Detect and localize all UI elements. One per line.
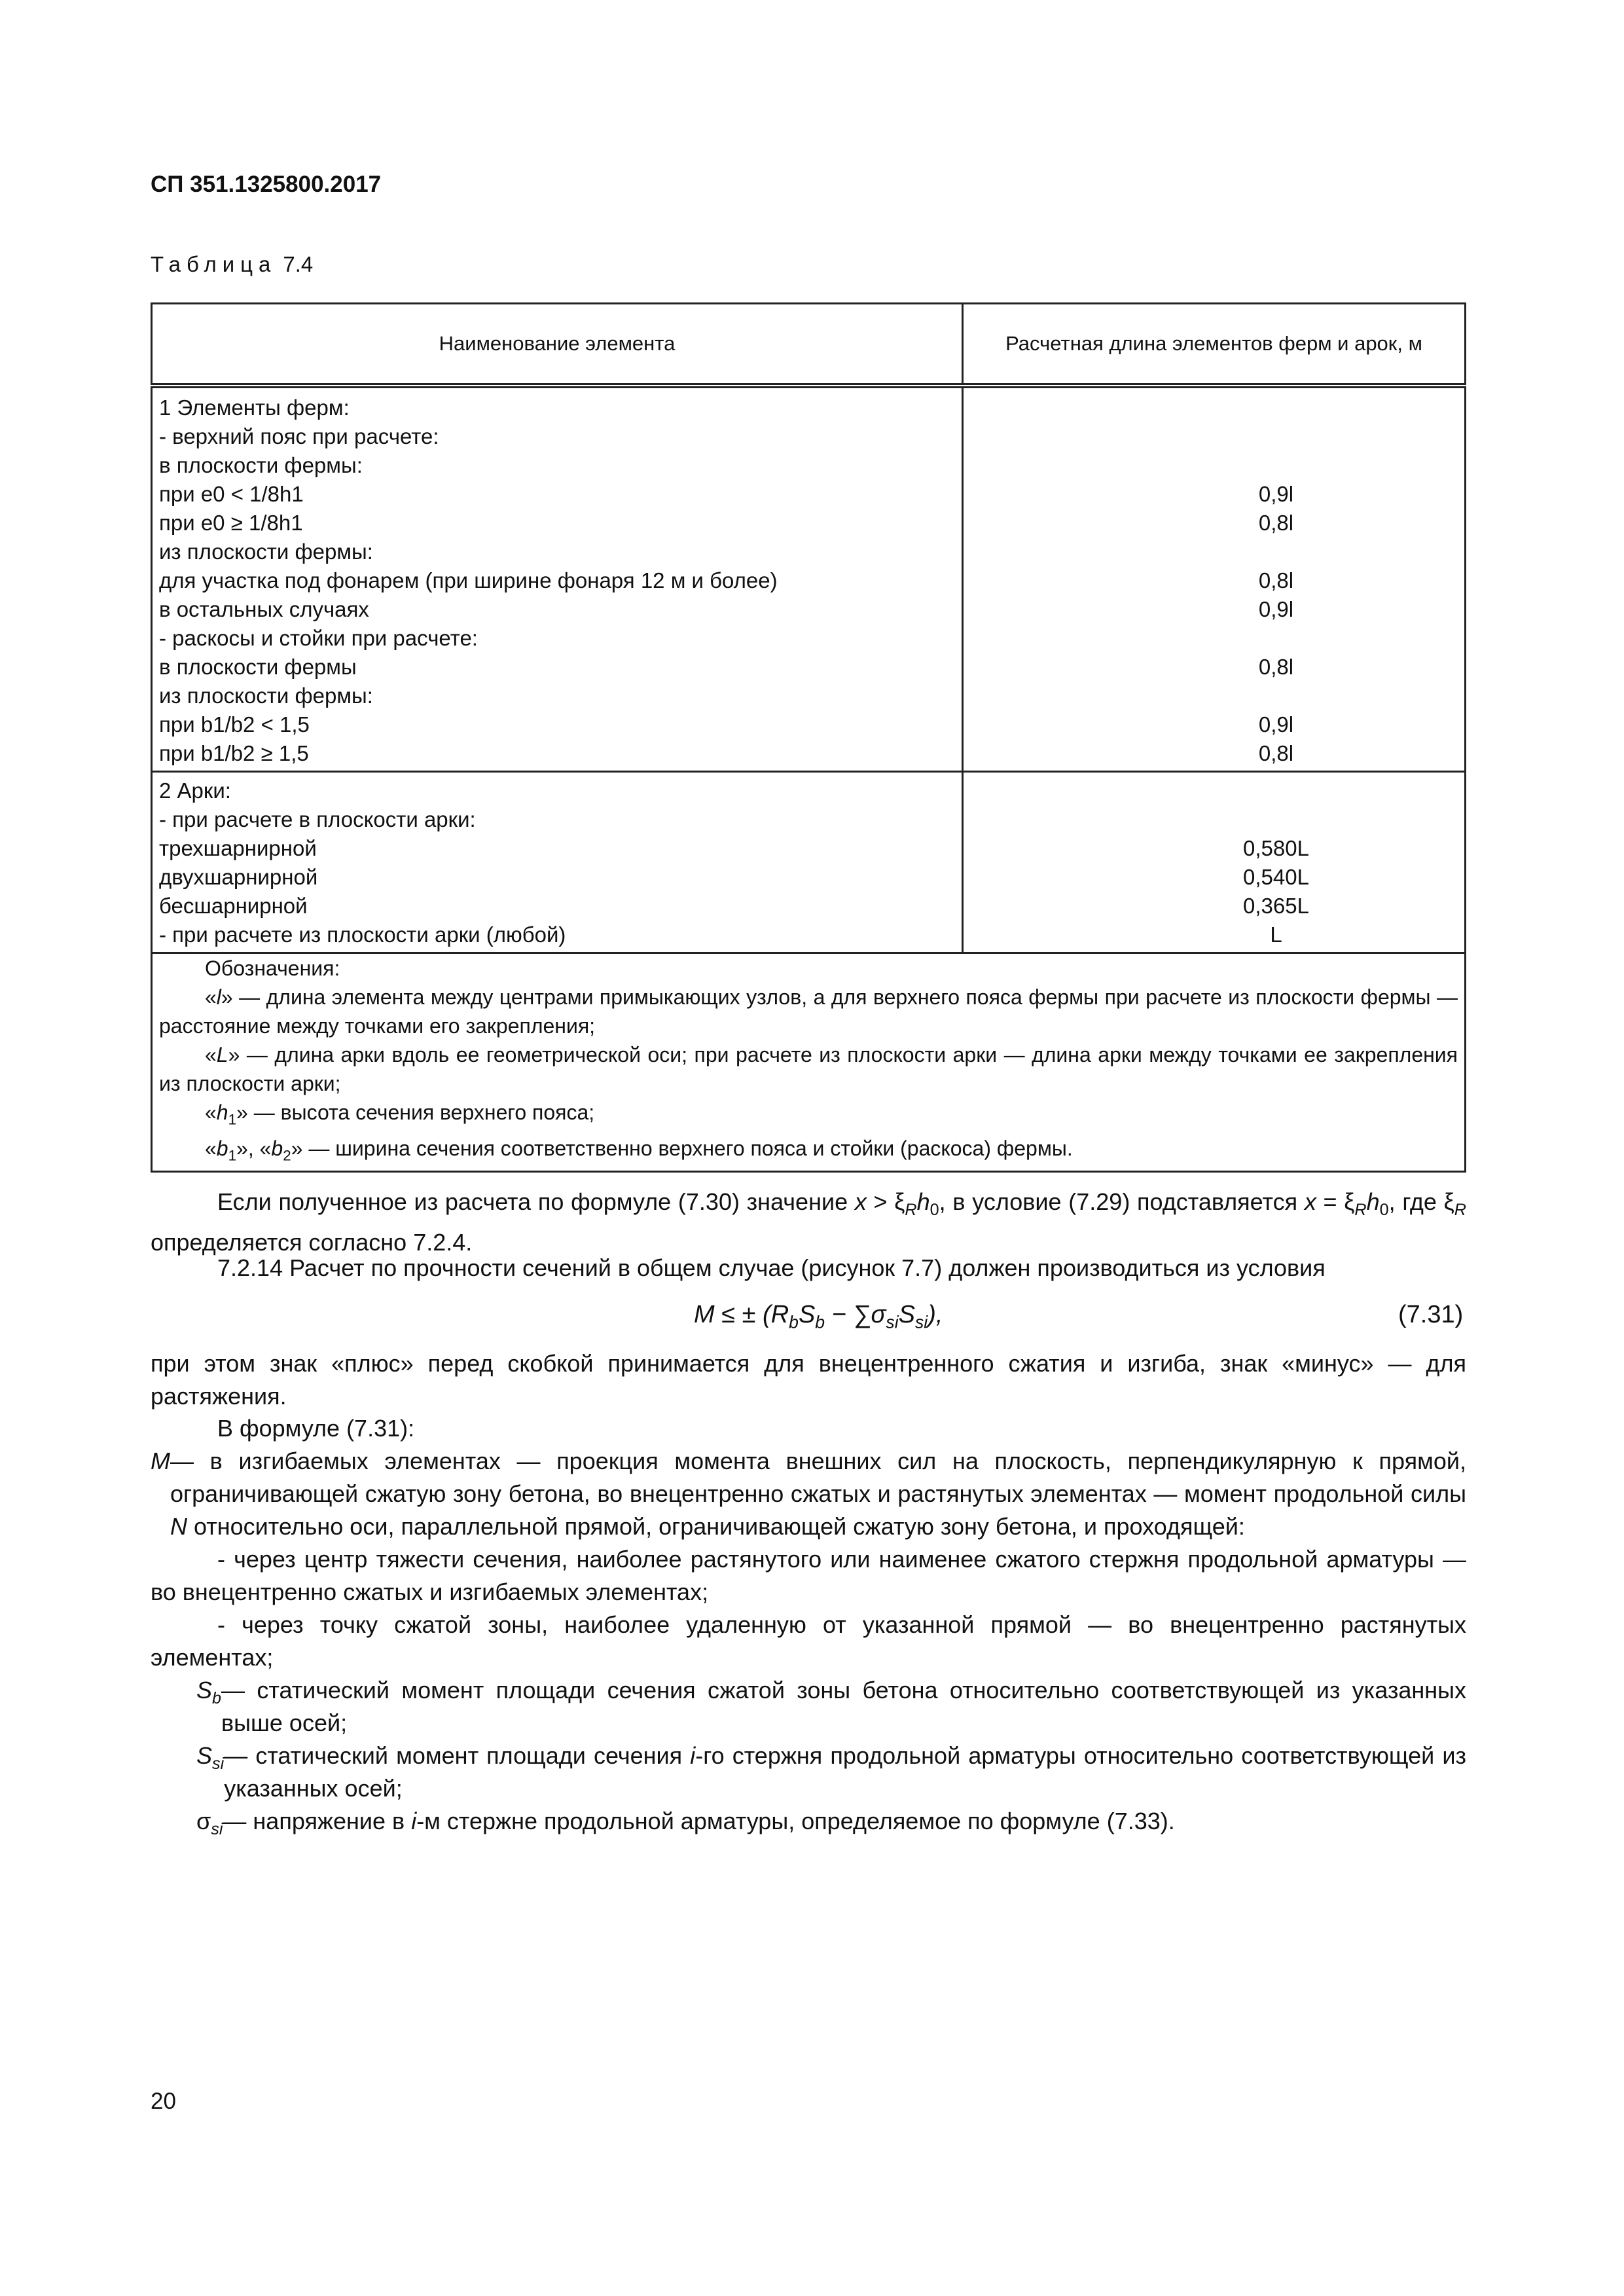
row-name: - при расчете из плоскости арки (любой) bbox=[159, 922, 566, 947]
row-name: при e0 < 1/8h1 bbox=[159, 482, 304, 506]
row-name: в остальных случаях bbox=[159, 597, 369, 621]
bullet-2: - через точку сжатой зоны, наиболее удаленную от указанной прямой — во внецентренно растянутых элементах; bbox=[151, 1611, 1466, 1671]
term-sigma-si: $\sigma_{si}$ bbox=[196, 1808, 223, 1839]
table-caption-label: Таблица bbox=[151, 252, 277, 276]
term-M: M bbox=[151, 1448, 170, 1474]
row-name: 2 Арки: bbox=[159, 778, 231, 803]
term-Ssi: $S_{si}$ bbox=[196, 1742, 225, 1774]
row-value bbox=[1094, 451, 1458, 480]
definition-sigma-text: — напряжение в i-м стержне продольной арматуры, определяемое по формуле (7.33). bbox=[223, 1808, 1175, 1834]
row-value bbox=[1094, 538, 1458, 566]
row-name: при e0 ≥ 1/8h1 bbox=[159, 511, 303, 535]
row-value bbox=[1094, 805, 1458, 834]
row-value: 0,9l bbox=[1258, 597, 1294, 621]
trusses-names bbox=[152, 386, 963, 772]
term-Sb: $S_b$ bbox=[196, 1677, 222, 1708]
row-name: трехшарнирной bbox=[159, 836, 317, 860]
document-code: СП 351.1325800.2017 bbox=[151, 172, 382, 197]
row-name: - верхний пояс при расчете: bbox=[159, 424, 439, 448]
definition-Sb bbox=[151, 1674, 1466, 1740]
row-name: из плоскости фермы: bbox=[159, 539, 373, 564]
row-value bbox=[1094, 776, 1458, 805]
note-L: «L» — длина арки вдоль ее геометрической оси; при расчете из плоскости арки — длина арки между точками ее закрепления из плоскости арки; bbox=[159, 1043, 1458, 1095]
row-value: 0,580L bbox=[1243, 836, 1309, 860]
row-value bbox=[1094, 682, 1458, 710]
paragraph-in-formula: В формуле (7.31): bbox=[217, 1415, 415, 1442]
definition-M bbox=[151, 1445, 1466, 1543]
trusses-values bbox=[963, 386, 1466, 772]
col1-header: Наименование элемента bbox=[152, 304, 963, 386]
formula-number: (7.31) bbox=[1398, 1301, 1464, 1328]
page-number: 20 bbox=[151, 2088, 176, 2114]
definitions-list bbox=[151, 1445, 1466, 1846]
row-name: 1 Элементы ферм: bbox=[159, 395, 350, 420]
definition-Sb-text: — статический момент площади сечения сжатой зоны бетона относительно соответствующей из указанных выше осей; bbox=[221, 1677, 1466, 1736]
row-value: 0,8l bbox=[1258, 741, 1294, 765]
paragraph-7-2-14: 7.2.14 Расчет по прочности сечений в общем случае (рисунок 7.7) должен производиться из условия bbox=[217, 1254, 1326, 1281]
row-value bbox=[1094, 422, 1458, 451]
table-caption-number: 7.4 bbox=[283, 252, 314, 276]
arches-names bbox=[152, 772, 963, 953]
table-row-arches bbox=[152, 772, 1466, 953]
paragraph-sign-rule: при этом знак «плюс» перед скобкой принимается для внецентренного сжатия и изгиба, знак «минус» — для растяжения. bbox=[151, 1350, 1466, 1410]
design-lengths-table bbox=[151, 302, 1466, 1173]
table-row-trusses bbox=[152, 386, 1466, 772]
row-name: из плоскости фермы: bbox=[159, 683, 373, 708]
row-value: 0,8l bbox=[1258, 655, 1294, 679]
definition-M-text: — в изгибаемых элементах — проекция момента внешних сил на плоскость, перпендикулярную к прямой, ограничивающей сжатую зону бетона, во внецентренно сжатых и растянутых элементах — момент продольной силы N относительно оси, параллельной прямой, ограничивающей сжатую зону бетона, и проходящей: bbox=[170, 1448, 1466, 1540]
row-name: двухшарнирной bbox=[159, 865, 318, 889]
row-value: 0,540L bbox=[1243, 865, 1309, 889]
row-name: при b1/b2 < 1,5 bbox=[159, 712, 310, 737]
paragraph-ksi-condition: Если полученное из расчета по формуле (7.30) значение $x > \xi_Rh_0$, в условие (7.29) подставляется $x = \xi_Rh_0$, где $\xi_R$ определяется согласно 7.2.4. bbox=[151, 1188, 1466, 1256]
note-l: «l» — длина элемента между центрами примыкающих узлов, а для верхнего пояса фермы при расчете из плоскости фермы — расстояние между точками его закрепления; bbox=[159, 985, 1458, 1038]
row-name: при b1/b2 ≥ 1,5 bbox=[159, 741, 309, 765]
definition-Ssi bbox=[151, 1740, 1466, 1805]
table-row-notes bbox=[152, 953, 1466, 1172]
row-value bbox=[1094, 393, 1458, 422]
row-value: 0,9l bbox=[1258, 712, 1294, 737]
row-value: L bbox=[1270, 922, 1282, 947]
table-notes bbox=[152, 953, 1466, 1172]
row-name: в плоскости фермы bbox=[159, 655, 357, 679]
arches-values bbox=[963, 772, 1466, 953]
row-value: 0,9l bbox=[1258, 482, 1294, 506]
definition-Ssi-text: — статический момент площади сечения i-го стержня продольной арматуры относительно соответствующей из указанных осей; bbox=[224, 1742, 1466, 1802]
bullet-1: - через центр тяжести сечения, наиболее растянутого или наименее сжатого стержня продольной арматуры — во внецентренно сжатых и изгибаемых элементах; bbox=[151, 1546, 1466, 1605]
table-caption bbox=[151, 252, 313, 277]
row-value bbox=[1094, 624, 1458, 653]
row-value: 0,365L bbox=[1243, 894, 1309, 918]
col2-header: Расчетная длина элементов ферм и арок, м bbox=[963, 304, 1466, 386]
note-h1: «$h_1$» — высота сечения верхнего пояса; bbox=[205, 1101, 595, 1128]
row-name: для участка под фонарем (при ширине фонаря 12 м и более) bbox=[159, 568, 778, 592]
table-header-row bbox=[152, 304, 1466, 386]
row-value: 0,8l bbox=[1258, 568, 1294, 592]
row-name: - раскосы и стойки при расчете: bbox=[159, 626, 478, 650]
note-b1-b2: «$b_1$», «$b_2$» — ширина сечения соответственно верхнего пояса и стойки (раскоса) фермы. bbox=[205, 1137, 1073, 1164]
definition-sigma bbox=[151, 1805, 1466, 1846]
formula-7-31: M ≤ ± $(R_bS_b - \sum\sigma_{si}S_{si})$, bbox=[694, 1301, 943, 1332]
row-value: 0,8l bbox=[1258, 511, 1294, 535]
notes-title: Обозначения: bbox=[205, 957, 340, 980]
row-name: - при расчете в плоскости арки: bbox=[159, 807, 476, 831]
row-name: бесшарнирной bbox=[159, 894, 308, 918]
row-name: в плоскости фермы: bbox=[159, 453, 363, 477]
